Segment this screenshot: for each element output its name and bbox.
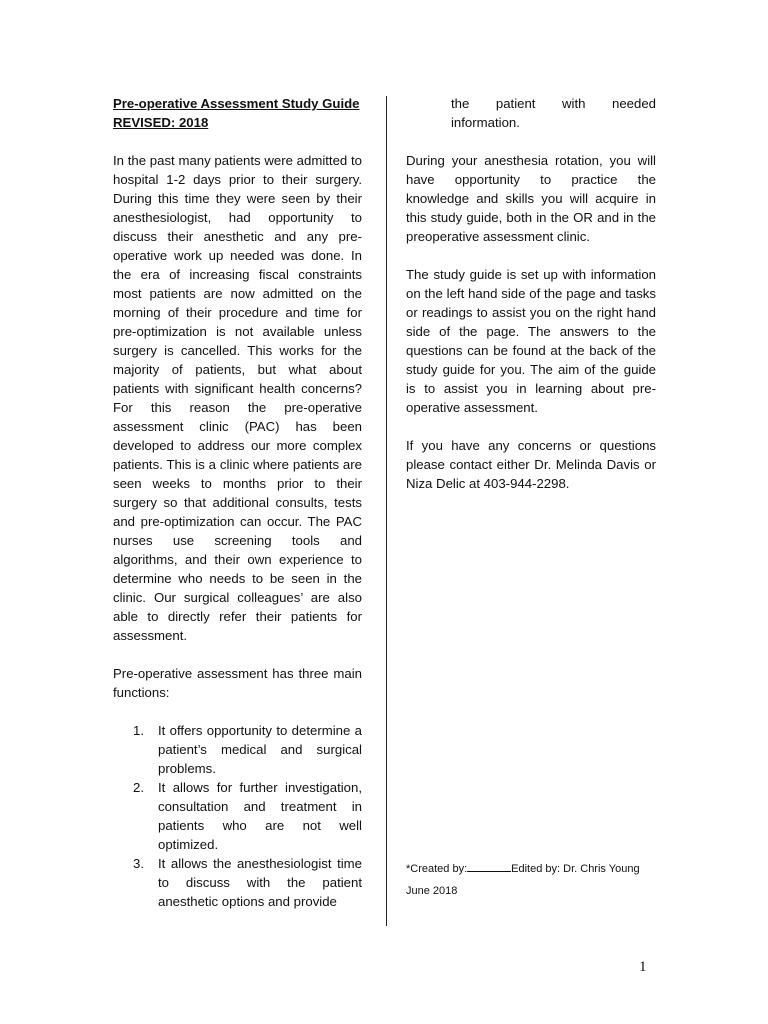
study-guide-paragraph: The study guide is set up with information on the left hand side of the page and tasks or readings to assist you on the right hand side of the page. The answers to the questions can be found at the back of the study guide for you. The aim of the guide is to assist you in learning about pre-operative assessment. [406,267,656,415]
left-column [113,94,362,911]
list-text: It allows the anesthesiologist time to discuss with the patient anesthetic options and provide [158,856,362,909]
credits-line [406,860,658,876]
contact-paragraph: If you have any concerns or questions please contact either Dr. Melinda Davis or Niza Delic at 403-944-2298. [406,438,656,491]
page-number: 1 [639,959,647,975]
edited-by-label: Edited by: Dr. Chris Young [511,863,640,875]
intro-paragraph: In the past many patients were admitted to hospital 1-2 days prior to their surgery. During this time they were seen by their anesthesiologist, had opportunity to discuss their anesthetic and any pre-operative work up needed was done. In the era of increasing fiscal constraints most patients are now admitted on the morning of their procedure and time for pre-optimization is not available unless surgery is cancelled. This works for the majority of patients, but what about patients with significant health concerns? For this reason the pre-operative assessment clinic (PAC) has been developed to address our more complex patients. This is a clinic where patients are seen weeks to months prior to their surgery so that additional consults, tests and pre-optimization can occur. The PAC nurses use screening tools and algorithms, and their own experience to determine who needs to be seen in the clinic. Our surgical colleagues’ are also able to directly refer their patients for assessment. [113,153,362,643]
list-item [113,778,362,854]
list-number: 3. [133,856,144,871]
rotation-paragraph: During your anesthesia rotation, you will have opportunity to practice the knowledge and skills you will acquire in this study guide, both in the OR and in the preoperative assessment clinic. [406,153,656,244]
footer-date: June 2018 [406,885,458,897]
list-continuation: the patient with needed information. [451,96,656,130]
column-divider [386,96,387,926]
list-item [113,721,362,778]
right-column [406,94,656,493]
functions-intro: Pre-operative assessment has three main functions: [113,666,362,700]
list-number: 2. [133,780,144,795]
created-by-blank [467,860,511,872]
created-by-label: *Created by: [406,863,468,875]
list-number: 1. [133,723,144,738]
functions-list [113,721,362,911]
list-item [113,854,362,911]
document-title: Pre-operative Assessment Study Guide [113,96,360,111]
list-text: It allows for further investigation, consultation and treatment in patients who are not well optimized. [158,780,362,852]
revision-label: REVISED: 2018 [113,115,209,130]
list-text: It offers opportunity to determine a patient’s medical and surgical problems. [158,723,362,776]
